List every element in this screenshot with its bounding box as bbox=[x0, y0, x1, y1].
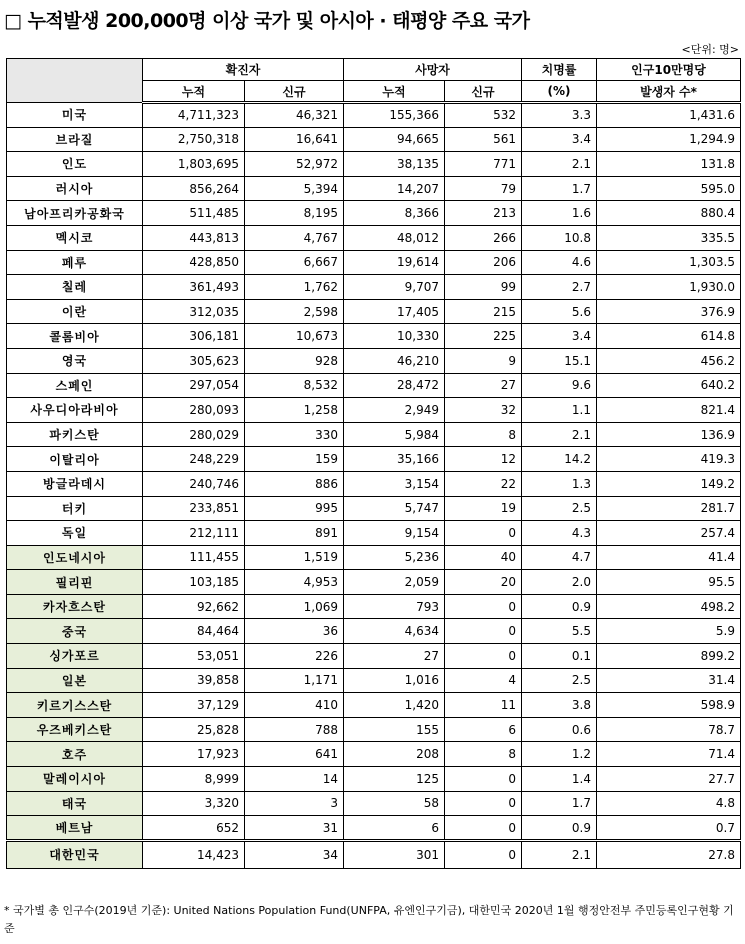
per100k-cell: 257.4 bbox=[597, 521, 741, 546]
header-confirmed: 확진자 bbox=[143, 59, 344, 81]
country-name: 중국 bbox=[7, 619, 143, 644]
header-confirmed-cumulative: 누적 bbox=[143, 81, 245, 103]
deaths-cumulative-cell: 48,012 bbox=[344, 225, 445, 250]
confirmed-new-cell: 641 bbox=[245, 742, 344, 767]
deaths-cumulative-cell: 46,210 bbox=[344, 348, 445, 373]
deaths-cumulative-cell: 208 bbox=[344, 742, 445, 767]
country-name: 이탈리아 bbox=[7, 447, 143, 472]
deaths-new-cell: 8 bbox=[445, 742, 522, 767]
fatality-rate-cell: 2.1 bbox=[522, 152, 597, 177]
confirmed-new-cell: 8,195 bbox=[245, 201, 344, 226]
deaths-cumulative-cell: 2,949 bbox=[344, 398, 445, 423]
confirmed-new-cell: 3 bbox=[245, 791, 344, 816]
deaths-new-cell: 206 bbox=[445, 250, 522, 275]
deaths-new-cell: 79 bbox=[445, 176, 522, 201]
unit-label: <단위: 명> bbox=[681, 43, 739, 56]
deaths-cumulative-cell: 58 bbox=[344, 791, 445, 816]
table-row bbox=[7, 373, 741, 398]
deaths-new-cell: 532 bbox=[445, 103, 522, 128]
per100k-cell: 78.7 bbox=[597, 717, 741, 742]
table-row bbox=[7, 176, 741, 201]
deaths-cumulative-cell: 4,634 bbox=[344, 619, 445, 644]
deaths-cumulative-cell: 6 bbox=[344, 816, 445, 841]
deaths-cumulative-cell: 27 bbox=[344, 644, 445, 669]
per100k-cell: 71.4 bbox=[597, 742, 741, 767]
confirmed-cumulative-cell: 511,485 bbox=[143, 201, 245, 226]
deaths-new-cell: 0 bbox=[445, 521, 522, 546]
deaths-cumulative-cell: 94,665 bbox=[344, 127, 445, 152]
confirmed-new-cell: 52,972 bbox=[245, 152, 344, 177]
confirmed-new-cell: 34 bbox=[245, 840, 344, 868]
country-name: 페루 bbox=[7, 250, 143, 275]
country-name: 대한민국 bbox=[7, 840, 143, 868]
deaths-new-cell: 4 bbox=[445, 668, 522, 693]
table-row bbox=[7, 717, 741, 742]
country-name: 독일 bbox=[7, 521, 143, 546]
country-name: 이란 bbox=[7, 299, 143, 324]
deaths-cumulative-cell: 5,236 bbox=[344, 545, 445, 570]
per100k-cell: 281.7 bbox=[597, 496, 741, 521]
deaths-cumulative-cell: 9,707 bbox=[344, 275, 445, 300]
per100k-cell: 595.0 bbox=[597, 176, 741, 201]
per100k-cell: 1,930.0 bbox=[597, 275, 741, 300]
per100k-cell: 1,431.6 bbox=[597, 103, 741, 128]
country-name: 방글라데시 bbox=[7, 471, 143, 496]
header-deaths: 사망자 bbox=[344, 59, 522, 81]
deaths-new-cell: 0 bbox=[445, 840, 522, 868]
fatality-rate-cell: 2.7 bbox=[522, 275, 597, 300]
deaths-cumulative-cell: 155 bbox=[344, 717, 445, 742]
per100k-cell: 4.8 bbox=[597, 791, 741, 816]
confirmed-cumulative-cell: 297,054 bbox=[143, 373, 245, 398]
deaths-new-cell: 40 bbox=[445, 545, 522, 570]
country-name: 싱가포르 bbox=[7, 644, 143, 669]
country-name: 영국 bbox=[7, 348, 143, 373]
country-name: 러시아 bbox=[7, 176, 143, 201]
fatality-rate-cell: 4.3 bbox=[522, 521, 597, 546]
deaths-new-cell: 0 bbox=[445, 594, 522, 619]
deaths-new-cell: 771 bbox=[445, 152, 522, 177]
fatality-rate-cell: 3.3 bbox=[522, 103, 597, 128]
table-row bbox=[7, 521, 741, 546]
fatality-rate-cell: 5.5 bbox=[522, 619, 597, 644]
confirmed-cumulative-cell: 233,851 bbox=[143, 496, 245, 521]
table-row bbox=[7, 348, 741, 373]
deaths-new-cell: 561 bbox=[445, 127, 522, 152]
table-row bbox=[7, 594, 741, 619]
confirmed-new-cell: 1,762 bbox=[245, 275, 344, 300]
deaths-new-cell: 20 bbox=[445, 570, 522, 595]
country-name: 칠레 bbox=[7, 275, 143, 300]
fatality-rate-cell: 5.6 bbox=[522, 299, 597, 324]
deaths-cumulative-cell: 35,166 bbox=[344, 447, 445, 472]
fatality-rate-cell: 1.6 bbox=[522, 201, 597, 226]
table-row bbox=[7, 250, 741, 275]
fatality-rate-cell: 2.0 bbox=[522, 570, 597, 595]
deaths-cumulative-cell: 5,747 bbox=[344, 496, 445, 521]
per100k-cell: 27.8 bbox=[597, 840, 741, 868]
country-name: 터키 bbox=[7, 496, 143, 521]
table-row bbox=[7, 545, 741, 570]
confirmed-cumulative-cell: 8,999 bbox=[143, 767, 245, 792]
header-deaths-cumulative: 누적 bbox=[344, 81, 445, 103]
deaths-new-cell: 22 bbox=[445, 471, 522, 496]
deaths-cumulative-cell: 125 bbox=[344, 767, 445, 792]
deaths-cumulative-cell: 2,059 bbox=[344, 570, 445, 595]
confirmed-new-cell: 1,069 bbox=[245, 594, 344, 619]
confirmed-cumulative-cell: 361,493 bbox=[143, 275, 245, 300]
country-name: 미국 bbox=[7, 103, 143, 128]
country-name: 필리핀 bbox=[7, 570, 143, 595]
fatality-rate-cell: 2.5 bbox=[522, 668, 597, 693]
table-row bbox=[7, 693, 741, 718]
table-row bbox=[7, 152, 741, 177]
per100k-cell: 821.4 bbox=[597, 398, 741, 423]
country-name: 스페인 bbox=[7, 373, 143, 398]
table-row bbox=[7, 398, 741, 423]
fatality-rate-cell: 4.6 bbox=[522, 250, 597, 275]
table-row bbox=[7, 471, 741, 496]
header-per100k-unit: 발생자 수* bbox=[597, 81, 741, 103]
deaths-new-cell: 215 bbox=[445, 299, 522, 324]
confirmed-cumulative-cell: 280,029 bbox=[143, 422, 245, 447]
fatality-rate-cell: 0.9 bbox=[522, 816, 597, 841]
header-fatality-unit: (%) bbox=[522, 81, 597, 103]
confirmed-new-cell: 10,673 bbox=[245, 324, 344, 349]
confirmed-new-cell: 1,258 bbox=[245, 398, 344, 423]
fatality-rate-cell: 2.1 bbox=[522, 422, 597, 447]
deaths-cumulative-cell: 14,207 bbox=[344, 176, 445, 201]
fatality-rate-cell: 10.8 bbox=[522, 225, 597, 250]
fatality-rate-cell: 4.7 bbox=[522, 545, 597, 570]
per100k-cell: 95.5 bbox=[597, 570, 741, 595]
confirmed-cumulative-cell: 17,923 bbox=[143, 742, 245, 767]
confirmed-cumulative-cell: 39,858 bbox=[143, 668, 245, 693]
deaths-cumulative-cell: 793 bbox=[344, 594, 445, 619]
country-name: 콜롬비아 bbox=[7, 324, 143, 349]
per100k-cell: 131.8 bbox=[597, 152, 741, 177]
fatality-rate-cell: 1.3 bbox=[522, 471, 597, 496]
country-name: 사우디아라비아 bbox=[7, 398, 143, 423]
confirmed-new-cell: 928 bbox=[245, 348, 344, 373]
deaths-new-cell: 213 bbox=[445, 201, 522, 226]
confirmed-new-cell: 1,171 bbox=[245, 668, 344, 693]
header-country-blank bbox=[7, 59, 143, 103]
page-title: □ 누적발생 200,000명 이상 국가 및 아시아 · 태평양 주요 국가 bbox=[4, 10, 530, 32]
table-row bbox=[7, 103, 741, 128]
table-row bbox=[7, 816, 741, 841]
confirmed-cumulative-cell: 280,093 bbox=[143, 398, 245, 423]
per100k-cell: 880.4 bbox=[597, 201, 741, 226]
deaths-new-cell: 27 bbox=[445, 373, 522, 398]
deaths-cumulative-cell: 19,614 bbox=[344, 250, 445, 275]
confirmed-new-cell: 410 bbox=[245, 693, 344, 718]
deaths-new-cell: 6 bbox=[445, 717, 522, 742]
deaths-new-cell: 8 bbox=[445, 422, 522, 447]
covid-country-table bbox=[6, 58, 741, 869]
deaths-new-cell: 0 bbox=[445, 816, 522, 841]
table-row bbox=[7, 324, 741, 349]
confirmed-new-cell: 159 bbox=[245, 447, 344, 472]
confirmed-new-cell: 788 bbox=[245, 717, 344, 742]
deaths-new-cell: 0 bbox=[445, 644, 522, 669]
fatality-rate-cell: 0.1 bbox=[522, 644, 597, 669]
per100k-cell: 498.2 bbox=[597, 594, 741, 619]
confirmed-cumulative-cell: 37,129 bbox=[143, 693, 245, 718]
deaths-new-cell: 99 bbox=[445, 275, 522, 300]
fatality-rate-cell: 1.4 bbox=[522, 767, 597, 792]
confirmed-new-cell: 330 bbox=[245, 422, 344, 447]
table-row bbox=[7, 668, 741, 693]
per100k-cell: 31.4 bbox=[597, 668, 741, 693]
deaths-new-cell: 12 bbox=[445, 447, 522, 472]
per100k-cell: 640.2 bbox=[597, 373, 741, 398]
fatality-rate-cell: 3.4 bbox=[522, 127, 597, 152]
per100k-cell: 419.3 bbox=[597, 447, 741, 472]
country-name: 파키스탄 bbox=[7, 422, 143, 447]
fatality-rate-cell: 0.6 bbox=[522, 717, 597, 742]
confirmed-new-cell: 2,598 bbox=[245, 299, 344, 324]
table-row bbox=[7, 225, 741, 250]
per100k-cell: 27.7 bbox=[597, 767, 741, 792]
confirmed-new-cell: 31 bbox=[245, 816, 344, 841]
fatality-rate-cell: 9.6 bbox=[522, 373, 597, 398]
confirmed-new-cell: 8,532 bbox=[245, 373, 344, 398]
confirmed-new-cell: 4,767 bbox=[245, 225, 344, 250]
table-row bbox=[7, 840, 741, 868]
country-name: 호주 bbox=[7, 742, 143, 767]
confirmed-cumulative-cell: 306,181 bbox=[143, 324, 245, 349]
country-name: 베트남 bbox=[7, 816, 143, 841]
per100k-cell: 376.9 bbox=[597, 299, 741, 324]
per100k-cell: 1,303.5 bbox=[597, 250, 741, 275]
confirmed-cumulative-cell: 212,111 bbox=[143, 521, 245, 546]
confirmed-cumulative-cell: 443,813 bbox=[143, 225, 245, 250]
table-row bbox=[7, 742, 741, 767]
confirmed-new-cell: 886 bbox=[245, 471, 344, 496]
deaths-new-cell: 266 bbox=[445, 225, 522, 250]
table-row bbox=[7, 447, 741, 472]
confirmed-cumulative-cell: 4,711,323 bbox=[143, 103, 245, 128]
header-fatality: 치명률 bbox=[522, 59, 597, 81]
deaths-new-cell: 0 bbox=[445, 791, 522, 816]
fatality-rate-cell: 2.5 bbox=[522, 496, 597, 521]
confirmed-new-cell: 995 bbox=[245, 496, 344, 521]
confirmed-new-cell: 226 bbox=[245, 644, 344, 669]
deaths-cumulative-cell: 9,154 bbox=[344, 521, 445, 546]
table-row bbox=[7, 127, 741, 152]
deaths-new-cell: 32 bbox=[445, 398, 522, 423]
confirmed-new-cell: 14 bbox=[245, 767, 344, 792]
country-name: 멕시코 bbox=[7, 225, 143, 250]
deaths-cumulative-cell: 1,016 bbox=[344, 668, 445, 693]
confirmed-cumulative-cell: 1,803,695 bbox=[143, 152, 245, 177]
confirmed-cumulative-cell: 248,229 bbox=[143, 447, 245, 472]
deaths-new-cell: 0 bbox=[445, 767, 522, 792]
deaths-cumulative-cell: 28,472 bbox=[344, 373, 445, 398]
deaths-cumulative-cell: 5,984 bbox=[344, 422, 445, 447]
fatality-rate-cell: 1.1 bbox=[522, 398, 597, 423]
per100k-cell: 136.9 bbox=[597, 422, 741, 447]
confirmed-new-cell: 1,519 bbox=[245, 545, 344, 570]
country-name: 인도 bbox=[7, 152, 143, 177]
per100k-cell: 456.2 bbox=[597, 348, 741, 373]
confirmed-cumulative-cell: 84,464 bbox=[143, 619, 245, 644]
deaths-new-cell: 19 bbox=[445, 496, 522, 521]
country-name: 브라질 bbox=[7, 127, 143, 152]
confirmed-new-cell: 36 bbox=[245, 619, 344, 644]
fatality-rate-cell: 14.2 bbox=[522, 447, 597, 472]
deaths-new-cell: 11 bbox=[445, 693, 522, 718]
confirmed-cumulative-cell: 312,035 bbox=[143, 299, 245, 324]
table-row bbox=[7, 791, 741, 816]
confirmed-new-cell: 46,321 bbox=[245, 103, 344, 128]
confirmed-new-cell: 891 bbox=[245, 521, 344, 546]
deaths-new-cell: 225 bbox=[445, 324, 522, 349]
header-per100k: 인구10만명당 bbox=[597, 59, 741, 81]
confirmed-new-cell: 4,953 bbox=[245, 570, 344, 595]
confirmed-cumulative-cell: 25,828 bbox=[143, 717, 245, 742]
table-row bbox=[7, 201, 741, 226]
fatality-rate-cell: 3.8 bbox=[522, 693, 597, 718]
confirmed-cumulative-cell: 240,746 bbox=[143, 471, 245, 496]
deaths-cumulative-cell: 155,366 bbox=[344, 103, 445, 128]
per100k-cell: 598.9 bbox=[597, 693, 741, 718]
per100k-cell: 41.4 bbox=[597, 545, 741, 570]
country-name: 우즈베키스탄 bbox=[7, 717, 143, 742]
deaths-cumulative-cell: 10,330 bbox=[344, 324, 445, 349]
confirmed-cumulative-cell: 14,423 bbox=[143, 840, 245, 868]
country-name: 일본 bbox=[7, 668, 143, 693]
country-name: 남아프리카공화국 bbox=[7, 201, 143, 226]
per100k-cell: 335.5 bbox=[597, 225, 741, 250]
confirmed-cumulative-cell: 856,264 bbox=[143, 176, 245, 201]
confirmed-cumulative-cell: 305,623 bbox=[143, 348, 245, 373]
deaths-new-cell: 0 bbox=[445, 619, 522, 644]
confirmed-new-cell: 5,394 bbox=[245, 176, 344, 201]
deaths-cumulative-cell: 1,420 bbox=[344, 693, 445, 718]
header-row-top bbox=[7, 59, 741, 81]
table-row bbox=[7, 619, 741, 644]
country-name: 카자흐스탄 bbox=[7, 594, 143, 619]
fatality-rate-cell: 0.9 bbox=[522, 594, 597, 619]
country-name: 말레이시아 bbox=[7, 767, 143, 792]
footnote: * 국가별 총 인구수(2019년 기준): United Nations Population Fund(UNFPA, 유엔인구기금), 대한민국 2020년 1월 행정안전부 주민등록인구현황 기준 bbox=[4, 904, 734, 935]
per100k-cell: 614.8 bbox=[597, 324, 741, 349]
country-name: 키르기스스탄 bbox=[7, 693, 143, 718]
per100k-cell: 899.2 bbox=[597, 644, 741, 669]
confirmed-cumulative-cell: 3,320 bbox=[143, 791, 245, 816]
country-name: 태국 bbox=[7, 791, 143, 816]
confirmed-new-cell: 6,667 bbox=[245, 250, 344, 275]
deaths-cumulative-cell: 3,154 bbox=[344, 471, 445, 496]
table-row bbox=[7, 570, 741, 595]
fatality-rate-cell: 2.1 bbox=[522, 840, 597, 868]
confirmed-cumulative-cell: 652 bbox=[143, 816, 245, 841]
country-name: 인도네시아 bbox=[7, 545, 143, 570]
table-row bbox=[7, 422, 741, 447]
per100k-cell: 0.7 bbox=[597, 816, 741, 841]
confirmed-new-cell: 16,641 bbox=[245, 127, 344, 152]
confirmed-cumulative-cell: 111,455 bbox=[143, 545, 245, 570]
deaths-cumulative-cell: 38,135 bbox=[344, 152, 445, 177]
table-row bbox=[7, 644, 741, 669]
table-row bbox=[7, 299, 741, 324]
fatality-rate-cell: 1.7 bbox=[522, 791, 597, 816]
header-confirmed-new: 신규 bbox=[245, 81, 344, 103]
fatality-rate-cell: 15.1 bbox=[522, 348, 597, 373]
confirmed-cumulative-cell: 103,185 bbox=[143, 570, 245, 595]
deaths-cumulative-cell: 17,405 bbox=[344, 299, 445, 324]
per100k-cell: 5.9 bbox=[597, 619, 741, 644]
table-row bbox=[7, 275, 741, 300]
fatality-rate-cell: 1.2 bbox=[522, 742, 597, 767]
confirmed-cumulative-cell: 92,662 bbox=[143, 594, 245, 619]
confirmed-cumulative-cell: 428,850 bbox=[143, 250, 245, 275]
fatality-rate-cell: 3.4 bbox=[522, 324, 597, 349]
header-deaths-new: 신규 bbox=[445, 81, 522, 103]
per100k-cell: 149.2 bbox=[597, 471, 741, 496]
table-row bbox=[7, 496, 741, 521]
table-row bbox=[7, 767, 741, 792]
deaths-cumulative-cell: 301 bbox=[344, 840, 445, 868]
fatality-rate-cell: 1.7 bbox=[522, 176, 597, 201]
per100k-cell: 1,294.9 bbox=[597, 127, 741, 152]
confirmed-cumulative-cell: 2,750,318 bbox=[143, 127, 245, 152]
deaths-cumulative-cell: 8,366 bbox=[344, 201, 445, 226]
deaths-new-cell: 9 bbox=[445, 348, 522, 373]
confirmed-cumulative-cell: 53,051 bbox=[143, 644, 245, 669]
